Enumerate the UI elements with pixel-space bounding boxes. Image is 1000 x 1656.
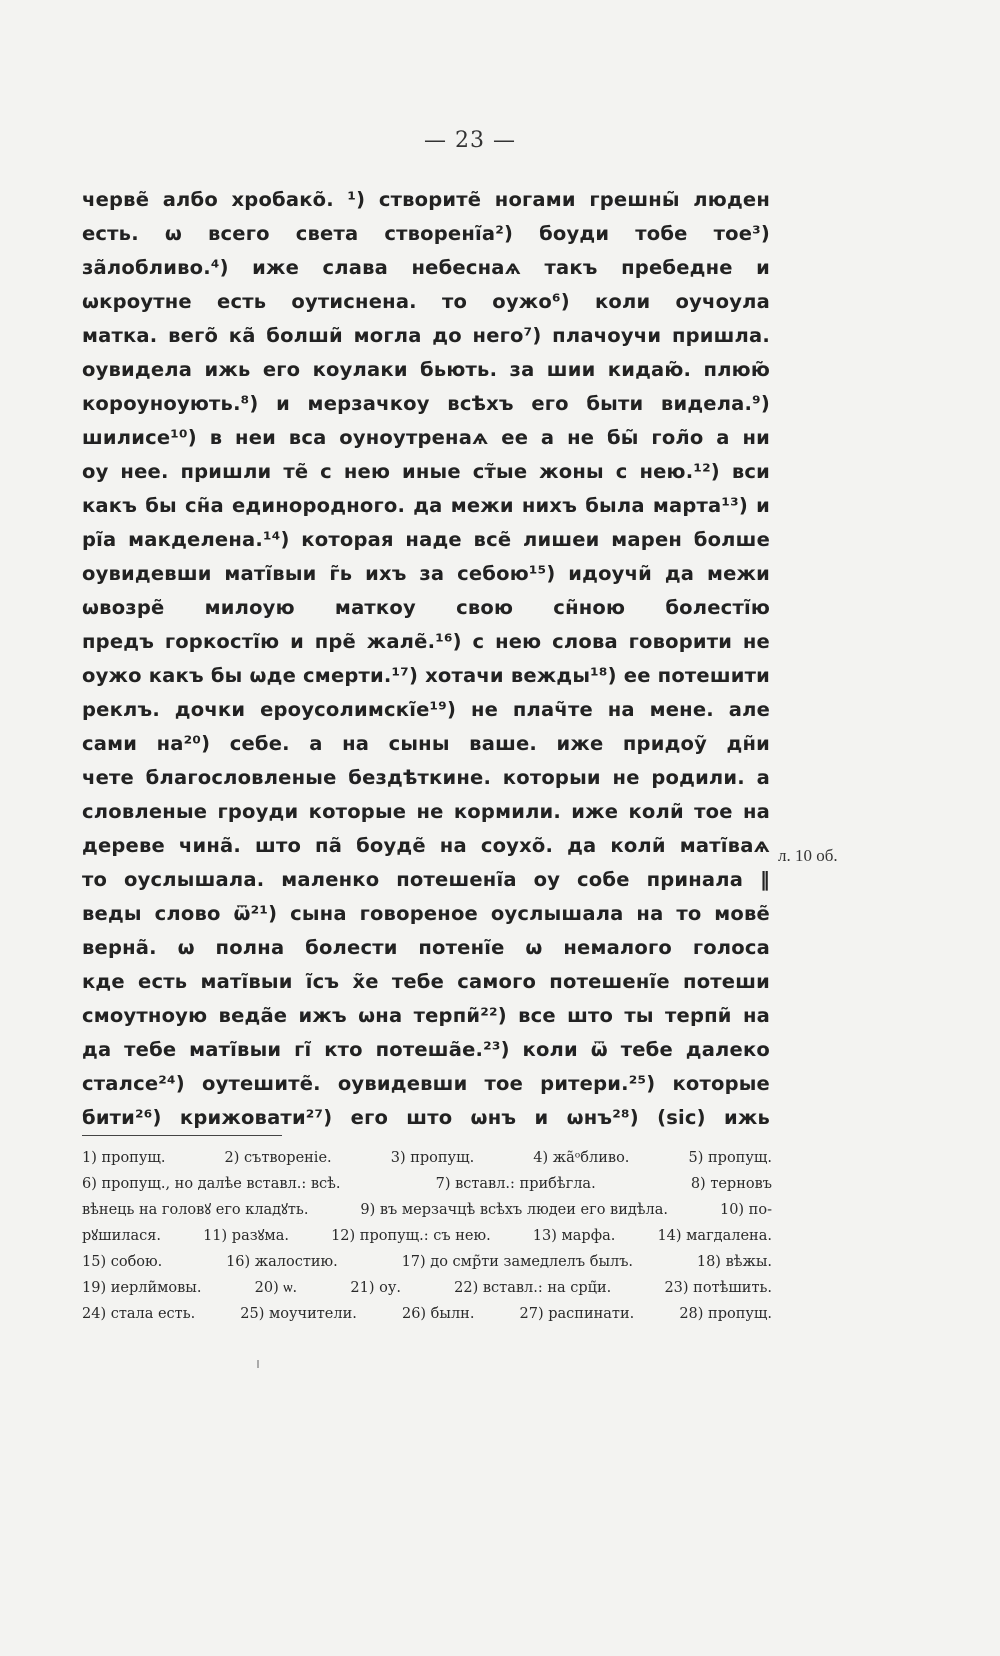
footnote-line [82, 1171, 772, 1197]
text-line: дереве чина̃. што па̃ боуде̃ на соухо̃. да коли̃ матı̃ваѧ [82, 834, 770, 857]
footnote: 4) жа̃ᵒбливо. [533, 1150, 630, 1166]
footnote: 23) потѣшить. [664, 1280, 772, 1296]
footnote-divider [82, 1135, 282, 1136]
footnote: 21) оу. [350, 1280, 401, 1296]
footnote: 10) по- [719, 1202, 772, 1218]
text-line: реклъ. дочки ероусолимскı̃е¹⁹) не плач̃те на мене. але [82, 698, 770, 721]
text-line: оувидевши матı̃выи г̃ь ихъ за себою¹⁵) идоучи̃ да межи [82, 562, 770, 585]
footnote: 17) до смр̃ти замедлелъ былъ. [401, 1254, 634, 1270]
paper-speck [257, 1360, 259, 1368]
footnote: 5) пропущ. [688, 1150, 772, 1166]
footnote-line [82, 1275, 772, 1301]
footnote: 26) былн. [401, 1306, 475, 1322]
footnote: 24) стала есть. [82, 1306, 196, 1322]
footnote-line [82, 1223, 772, 1249]
footnote: 28) пропущ. [679, 1306, 772, 1322]
text-line: короуноують.⁸) и мерзачкоу всѣхъ его быти видела.⁹) [82, 392, 770, 415]
text-line: предъ горкостı̃ю и пре̃ жале̃.¹⁶) с нею слова говорити не [82, 630, 770, 653]
page-number: — 23 — [424, 128, 516, 153]
body-text [82, 183, 770, 1135]
footnote: 2) сътворенiе. [224, 1150, 332, 1166]
footnote: 15) собою. [82, 1254, 163, 1270]
text-line: веды слово ѿ²¹) сына говореное оуслышала на то мове̃ [82, 902, 770, 925]
footnote-line [82, 1249, 772, 1275]
text-line: ѡвозре̃ милоую маткоу свою сн̃ною болестı̃ю [82, 596, 770, 619]
footnote: 9) въ мерзачцѣ всѣхъ людеи его видѣла. [360, 1202, 668, 1218]
text-line: чете благословленые бездѣткине. которыи не родили. а [82, 766, 770, 789]
footnote: 14) магдалена. [657, 1228, 772, 1244]
text-line: словленые гроуди которые не кормили. иже коли̃ тое на [82, 800, 770, 823]
footnote: 3) пропущ. [390, 1150, 475, 1166]
footnote: 11) разꙋма. [203, 1228, 289, 1244]
footnote: 7) вставл.: прибѣгла. [435, 1176, 596, 1192]
footnote: 6) пропущ., но далѣе вставл.: всѣ. [82, 1176, 341, 1192]
text-line: кде есть матı̃выи ı̃съ х̃е тебе самого потешенı̃е потеши [82, 970, 770, 993]
folio-margin-note: л. 10 об. [778, 846, 838, 865]
text-line: за̃лобливо.⁴) иже слава небеснаѧ такъ пребедне и [82, 256, 770, 279]
footnote: 13) марфа. [532, 1228, 616, 1244]
footnote-line [82, 1145, 772, 1171]
footnote: 8) терновъ [690, 1176, 772, 1192]
text-line: сталсе²⁴) оутешите̃. оувидевши тое ритери.²⁵) которые [82, 1072, 770, 1095]
text-line: оужо какъ бы ѡде смерти.¹⁷) хотачи вежды¹⁸) ее потешити [82, 664, 770, 687]
text-line: ѡкроутне есть оутиснена. то оужо⁶) коли оучоула [82, 290, 770, 313]
footnote: 25) моучители. [240, 1306, 357, 1322]
footnote: 22) вставл.: на срц̃и. [454, 1280, 612, 1296]
text-line: есть. ѡ всего света створенı̃а²) боуди тобе тое³) [82, 222, 770, 245]
footnote: 1) пропущ. [82, 1150, 166, 1166]
text-line: сами на²⁰) себе. а на сыны ваше. иже придоу̃ дн̃и [82, 732, 770, 755]
text-line: то оуслышала. маленко потешенı̃а оу собе принала ‖ [82, 868, 770, 891]
footnote: 12) пропущ.: съ нею. [331, 1228, 491, 1244]
footnote: 27) распинати. [519, 1306, 635, 1322]
text-line: шилисе¹⁰) в неи вса оуноутренаѧ ее а не бы̃ гол̃о а ни [82, 426, 770, 449]
text-line: черве̃ албо хробако̃. ¹) створите̃ ногами грешны̃ люден [82, 188, 770, 211]
footnote: рꙋшилася. [82, 1228, 161, 1244]
footnote: вѣнець на головꙋ его кладꙋть. [82, 1202, 309, 1218]
text-line: да тебе матı̃выи гı̃ кто потеша̃е.²³) коли ѿ тебе далеко [82, 1038, 770, 1061]
text-line: матка. вего̃ ка̃ болши̃ могла до него⁷) плачоучи пришла. [82, 324, 770, 347]
text-line: какъ бы сн̃а единородного. да межи нихъ была марта¹³) и [82, 494, 770, 517]
footnote-line [82, 1197, 772, 1223]
text-line: оувидела ижь его коулаки бьють. за шии кидаю̃. плюю̃ [82, 358, 770, 381]
footnote-line [82, 1301, 772, 1327]
text-line: верна̃. ѡ полна болести потенı̃е ѡ немалого голоса [82, 936, 770, 959]
footnote: 20) ѡ. [254, 1280, 298, 1296]
text-line: смоутноую веда̃е ижъ ѡна терпи̃²²) все што ты терпи̃ на [82, 1004, 770, 1027]
footnote: 16) жалостию. [226, 1254, 338, 1270]
text-line: оу нее. пришли те̃ с нею иные ст̃ые жоны с нею.¹²) вси [82, 460, 770, 483]
text-line: бити²⁶) крижовати²⁷) его што ѡнъ и ѡнъ²⁸) (sic) ижь [82, 1106, 770, 1129]
text-line: рı̃а макделена.¹⁴) которая наде все̃ лишеи марен болше [82, 528, 770, 551]
footnotes [82, 1145, 772, 1327]
footnote: 18) вѣжы. [696, 1254, 772, 1270]
footnote: 19) иерли̃мовы. [82, 1280, 202, 1296]
